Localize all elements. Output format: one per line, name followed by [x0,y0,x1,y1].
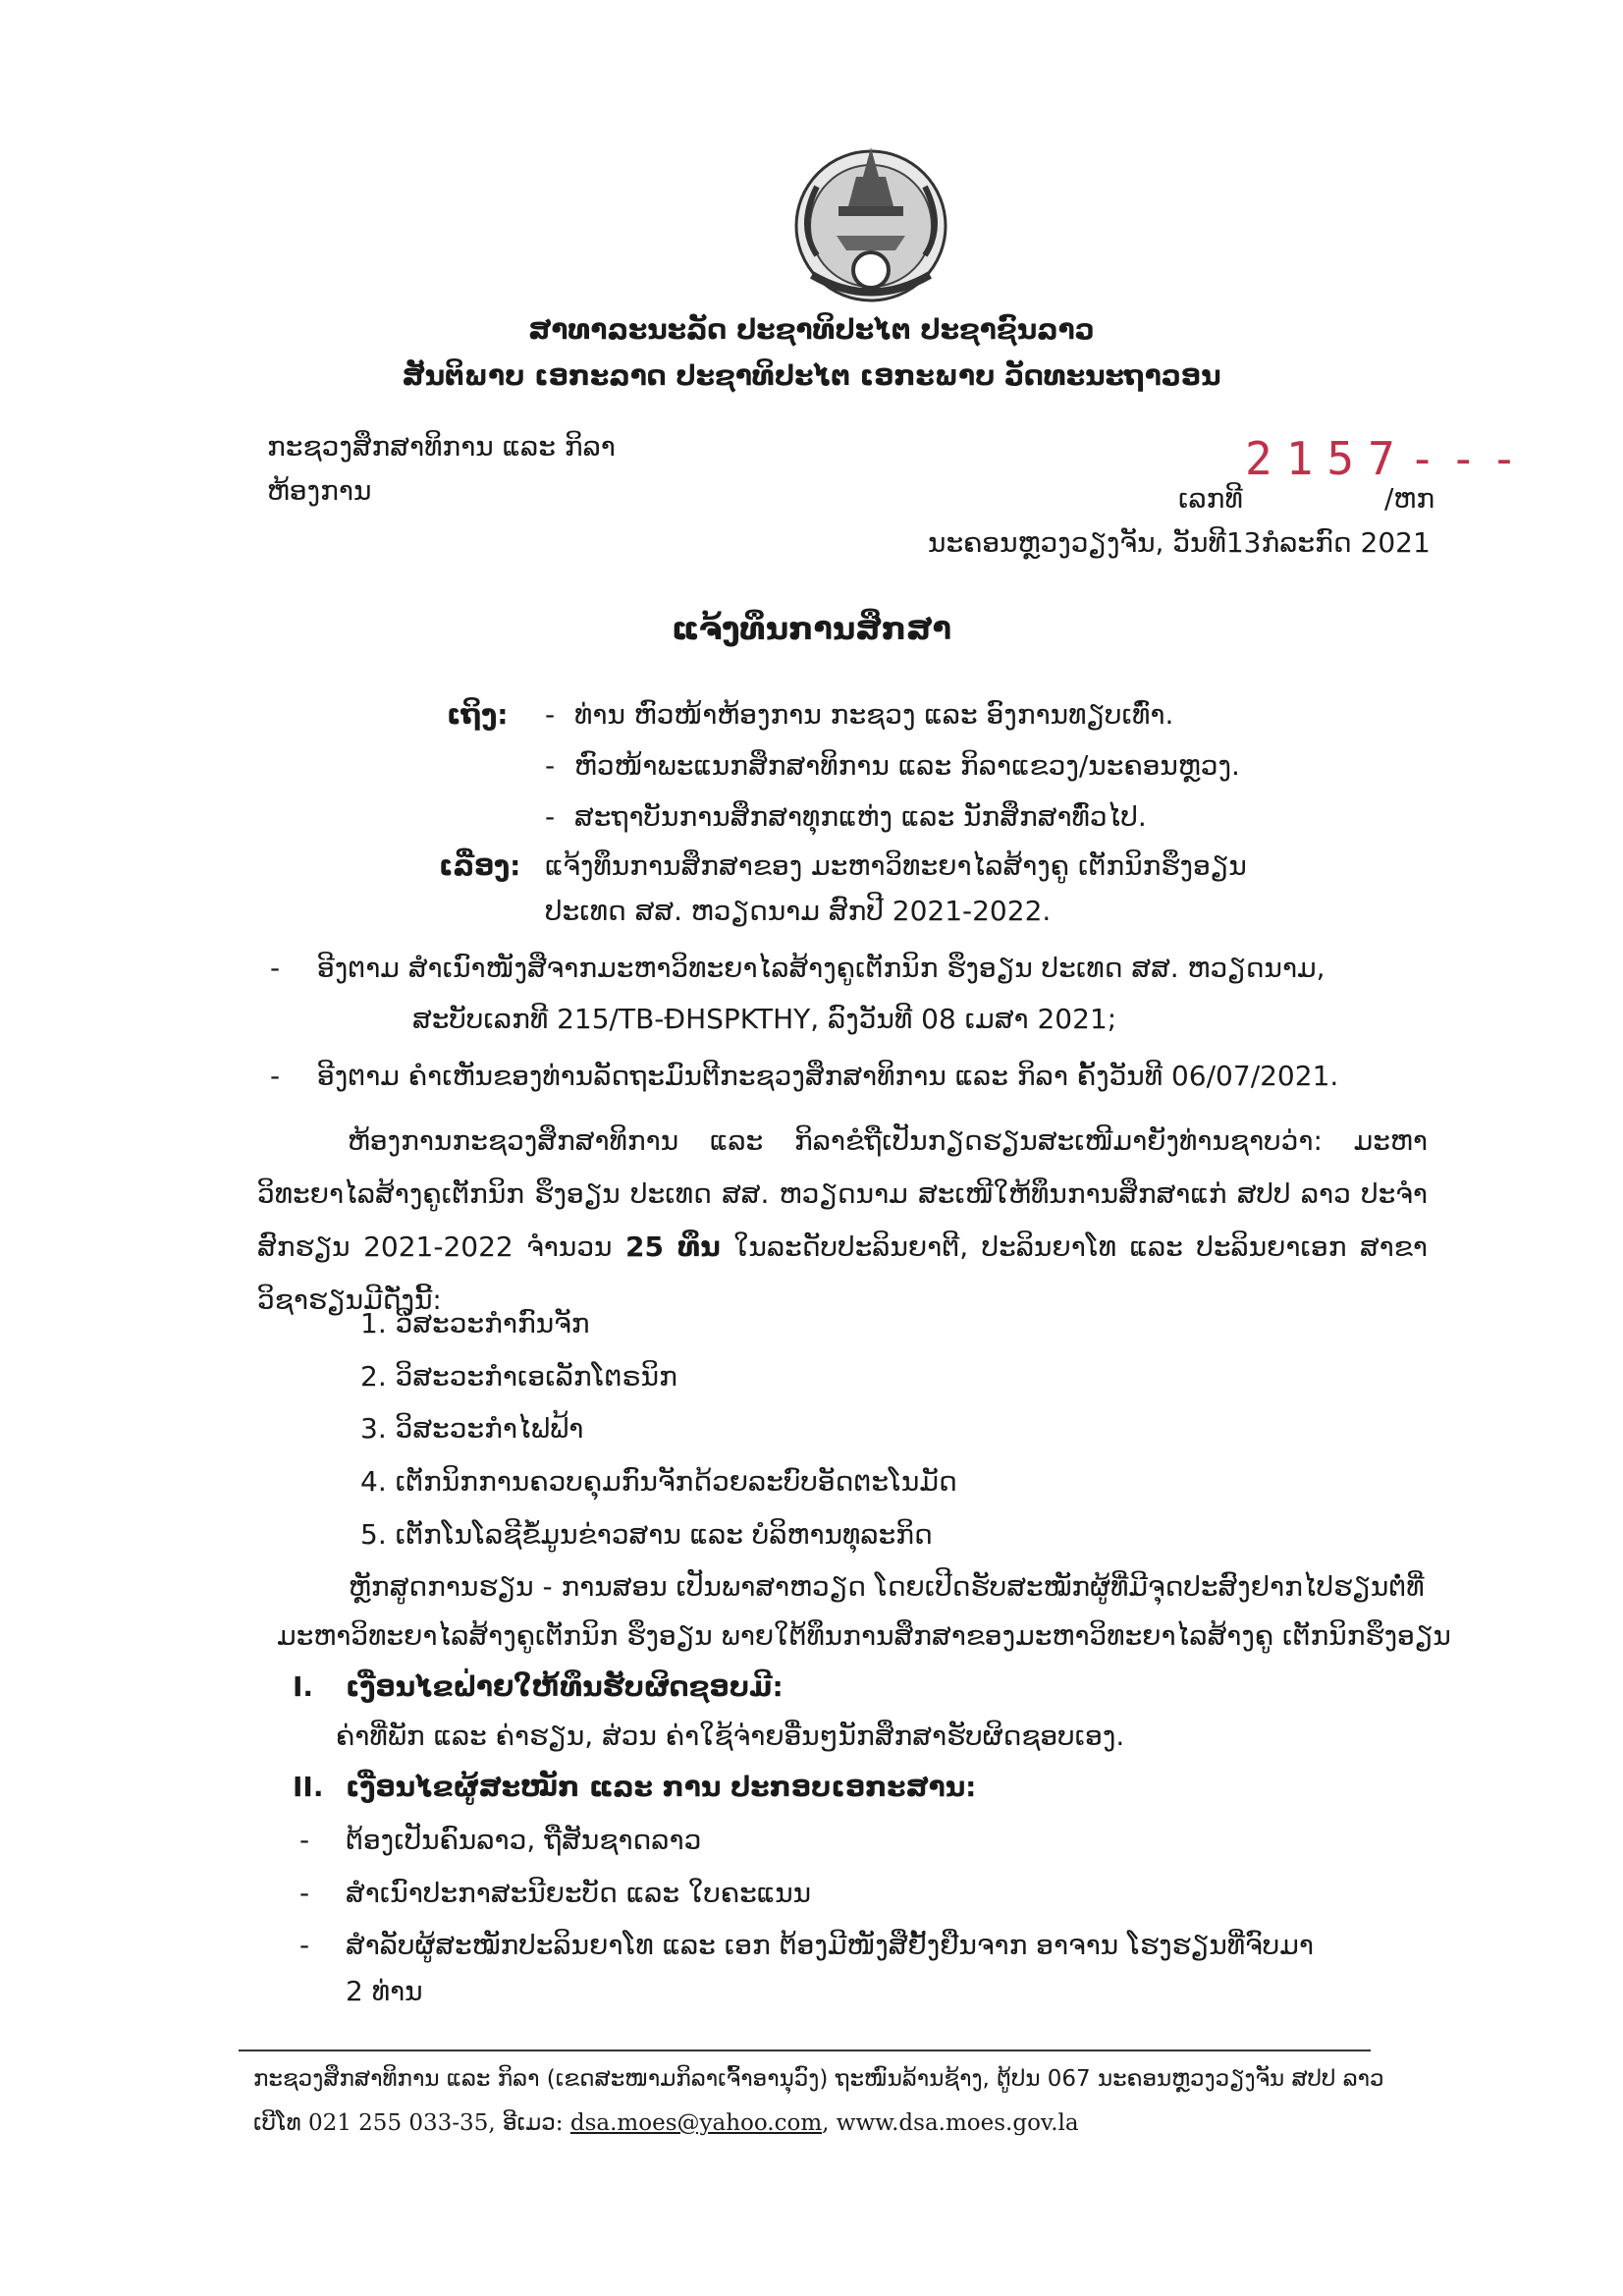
recipient-item: - ຫົວໜ້າພະແນກສຶກສາທິການ ແລະ ກິລາແຂວງ/ນະຄອນຫຼວງ. [545,749,1240,782]
reference-item: - ອີງຕາມ ສຳເນົາໜັງສືຈາກມະຫາວິທະຍາໄລສ້າງຄູເຕັກນິກ ຮຶງອຽນ ປະເທດ ສສ. ຫວຽດນາມ, [270,952,1325,984]
curriculum-text: ມະຫາວິທະຍາໄລສ້າງຄູເຕັກນິກ ຮຶງອຽນ ພາຍໃຕ້ທຶນການສຶກສາຂອງມະຫາວິທະຍາໄລສ້າງຄູ ເຕັກນິກຮຶງອຽນ [277,1619,1451,1652]
intro-text: ໃນລະດັບປະລິນຍາຕີ, ປະລິນຍາໂທ ແລະ ປະລິນຍາເອກ ສາຂາວິຊາຮຽນມີດັ່ງນີ້: [257,1230,1429,1316]
ministry-name: ກະຊວງສຶກສາທິການ ແລະ ກິລາ [267,430,616,463]
requirement-text: 2 ທ່ານ [346,1975,423,2007]
document-title: ແຈ້ງທຶນການສຶກສາ [672,610,951,647]
place-and-date: ນະຄອນຫຼວງວຽງຈັນ, ວັນທີ13ກໍລະກົດ 2021 [928,526,1431,559]
recipient-text: ສະຖາບັນການສຶກສາທຸກແຫ່ງ ແລະ ນັກສຶກສາທົ່ວໄປ. [574,800,1147,833]
national-motto: ສັນຕິພາບ ເອກະລາດ ປະຊາທິປະໄຕ ເອກະພາບ ວັດທະນະຖາວອນ [402,359,1221,392]
recipient-text: ທ່ານ ຫົວໜ້າຫ້ອງການ ກະຊວງ ແລະ ອົງການທຽບເທົ່າ. [574,698,1174,731]
intro-text: ຫ້ອງການກະຊວງສຶກສາທິການ ແລະ ກິລາຂໍຖືເປັນກຽດຮຽນສະເໜີມາຍັງທ່ານຊາບວ່າ: ມະຫາວິທະຍາໄລສ້າງຄູເຕັກນິກ ຮຶງອຽນ ປະເທດ ສສ. ຫວຽດນາມ ສະເໜີໃຫ້ທຶນການສຶກສາແກ່ ສປປ ລາວ ປະຈຳສົກຮຽນ 2021-2022 ຈຳນວນ [257,1124,1428,1263]
subject-label: ເລື່ອງ: [439,849,521,882]
scholarship-count: 25 ທຶນ [625,1230,721,1263]
section-text: ຄ່າທີ່ພັກ ແລະ ຄ່າຮຽນ, ສ່ວນ ຄ່າໃຊ້ຈ່າຍອື່ນໆນັກສຶກສາຮັບຜິດຊອບເອງ. [336,1720,1125,1752]
requirement-item: - ສຳເນົາປະກາສະນີຍະບັດ ແລະ ໃບຄະແນນ [299,1877,812,1909]
handwritten-reference-number: 2157--- [1245,432,1532,485]
reference-text: ອີງຕາມ ສຳເນົາໜັງສືຈາກມະຫາວິທະຍາໄລສ້າງຄູເຕັກນິກ ຮຶງອຽນ ປະເທດ ສສ. ຫວຽດນາມ, [317,952,1325,984]
major-item: 4. ເຕັກນິກການຄວບຄຸມກົນຈັກດ້ວຍລະບົບອັດຕະໂນມັດ [360,1465,957,1498]
footer-email-link[interactable]: dsa.moes@yahoo.com [569,2110,823,2136]
reference-suffix: /ຫກ [1384,482,1435,515]
section-heading: ເງື່ອນໄຂຜູ້ສະໝັກ ແລະ ການ ປະກອບເອກະສານ: [346,1771,977,1803]
requirement-text: ສຳລັບຜູ້ສະໝັກປະລິນຍາໂທ ແລະ ເອກ ຕ້ອງມີໜັງສືຢັ້ງຢືນຈາກ ອາຈານ ໂຮງຮຽນທີ່ຈົບມາ [346,1929,1314,1961]
footer-contact [253,2108,1079,2138]
subject-line: ແຈ້ງທຶນການສຶກສາຂອງ ມະຫາວິທະຍາໄລສ້າງຄູ ເຕັກນິກຮຶງອຽນ [545,849,1247,882]
intro-paragraph [257,1115,1428,1327]
footer-website: , www.dsa.moes.gov.la [822,2110,1079,2136]
section-numeral: II. [293,1771,324,1803]
footer-phone: ເບີໂທ 021 255 033-35, ອີເມວ: [253,2110,570,2136]
footer-divider [239,2050,1371,2051]
reference-text: ສະບັບເລກທີ 215/TB-ĐHSPKTHY, ລົງວັນທີ 08 ເມສາ 2021; [412,1003,1117,1035]
requirement-text: ຕ້ອງເປັນຄົນລາວ, ຖືສັນຊາດລາວ [346,1824,702,1856]
recipients-label: ເຖິງ: [447,698,509,731]
office-name: ຫ້ອງການ [267,474,372,507]
recipient-item: - ສະຖາບັນການສຶກສາທຸກແຫ່ງ ແລະ ນັກສຶກສາທົ່ວໄປ. [545,800,1147,833]
recipient-item: - ທ່ານ ຫົວໜ້າຫ້ອງການ ກະຊວງ ແລະ ອົງການທຽບເທົ່າ. [545,698,1174,731]
country-name: ສາທາລະນະລັດ ປະຊາທິປະໄຕ ປະຊາຊົນລາວ [528,313,1095,346]
national-emblem-seal [778,137,964,304]
major-item: 1. ວິສະວະກຳກົນຈັກ [360,1307,590,1339]
requirement-text: ສຳເນົາປະກາສະນີຍະບັດ ແລະ ໃບຄະແນນ [346,1877,812,1909]
reference-item: - ອີງຕາມ ຄຳເຫັນຂອງທ່ານລັດຖະມົນຕີກະຊວງສຶກສາທິການ ແລະ ກິລາ ຄັ້ງວັນທີ 06/07/2021. [270,1060,1339,1092]
recipient-text: ຫົວໜ້າພະແນກສຶກສາທິການ ແລະ ກິລາແຂວງ/ນະຄອນຫຼວງ. [574,749,1240,782]
reference-number-label: ເລກທີ [1178,482,1243,515]
section-numeral: I. [293,1670,314,1703]
curriculum-text: ຫຼັກສູດການຮຽນ - ການສອນ ເປັນພາສາຫວຽດ ໂດຍເປີດຮັບສະໝັກຜູ້ທີ່ມີຈຸດປະສົງຢາກໄປຮຽນຕໍ່ທີ່ [349,1570,1425,1603]
footer-address: ກະຊວງສຶກສາທິການ ແລະ ກິລາ (ເຂດສະໜາມກິລາເຈົ້າອານຸວົງ) ຖະໜົນລ້ານຊ້າງ, ຕູ້ປນ 067 ນະຄອນຫຼວງວຽງຈັນ ສປປ ລາວ [253,2066,1384,2092]
major-item: 2. ວິສະວະກຳເອເລັກໂຕຣນິກ [360,1360,677,1393]
major-item: 3. ວິສະວະກຳໄຟຟ້າ [360,1412,584,1445]
section-heading: ເງື່ອນໄຂຝ່າຍໃຫ້ທຶນຮັບຜິດຊອບມີ: [346,1670,784,1703]
requirement-item: - ສຳລັບຜູ້ສະໝັກປະລິນຍາໂທ ແລະ ເອກ ຕ້ອງມີໜັງສືຢັ້ງຢືນຈາກ ອາຈານ ໂຮງຮຽນທີ່ຈົບມາ [299,1929,1314,1961]
subject-line: ປະເທດ ສສ. ຫວຽດນາມ ສົກປີ 2021-2022. [545,895,1052,927]
requirement-item: - ຕ້ອງເປັນຄົນລາວ, ຖືສັນຊາດລາວ [299,1824,702,1856]
reference-text: ອີງຕາມ ຄຳເຫັນຂອງທ່ານລັດຖະມົນຕີກະຊວງສຶກສາທິການ ແລະ ກິລາ ຄັ້ງວັນທີ 06/07/2021. [317,1060,1339,1092]
major-item: 5. ເຕັກໂນໂລຊີຂໍ້ມູນຂ່າວສານ ແລະ ບໍລິຫານທຸລະກິດ [360,1518,933,1551]
